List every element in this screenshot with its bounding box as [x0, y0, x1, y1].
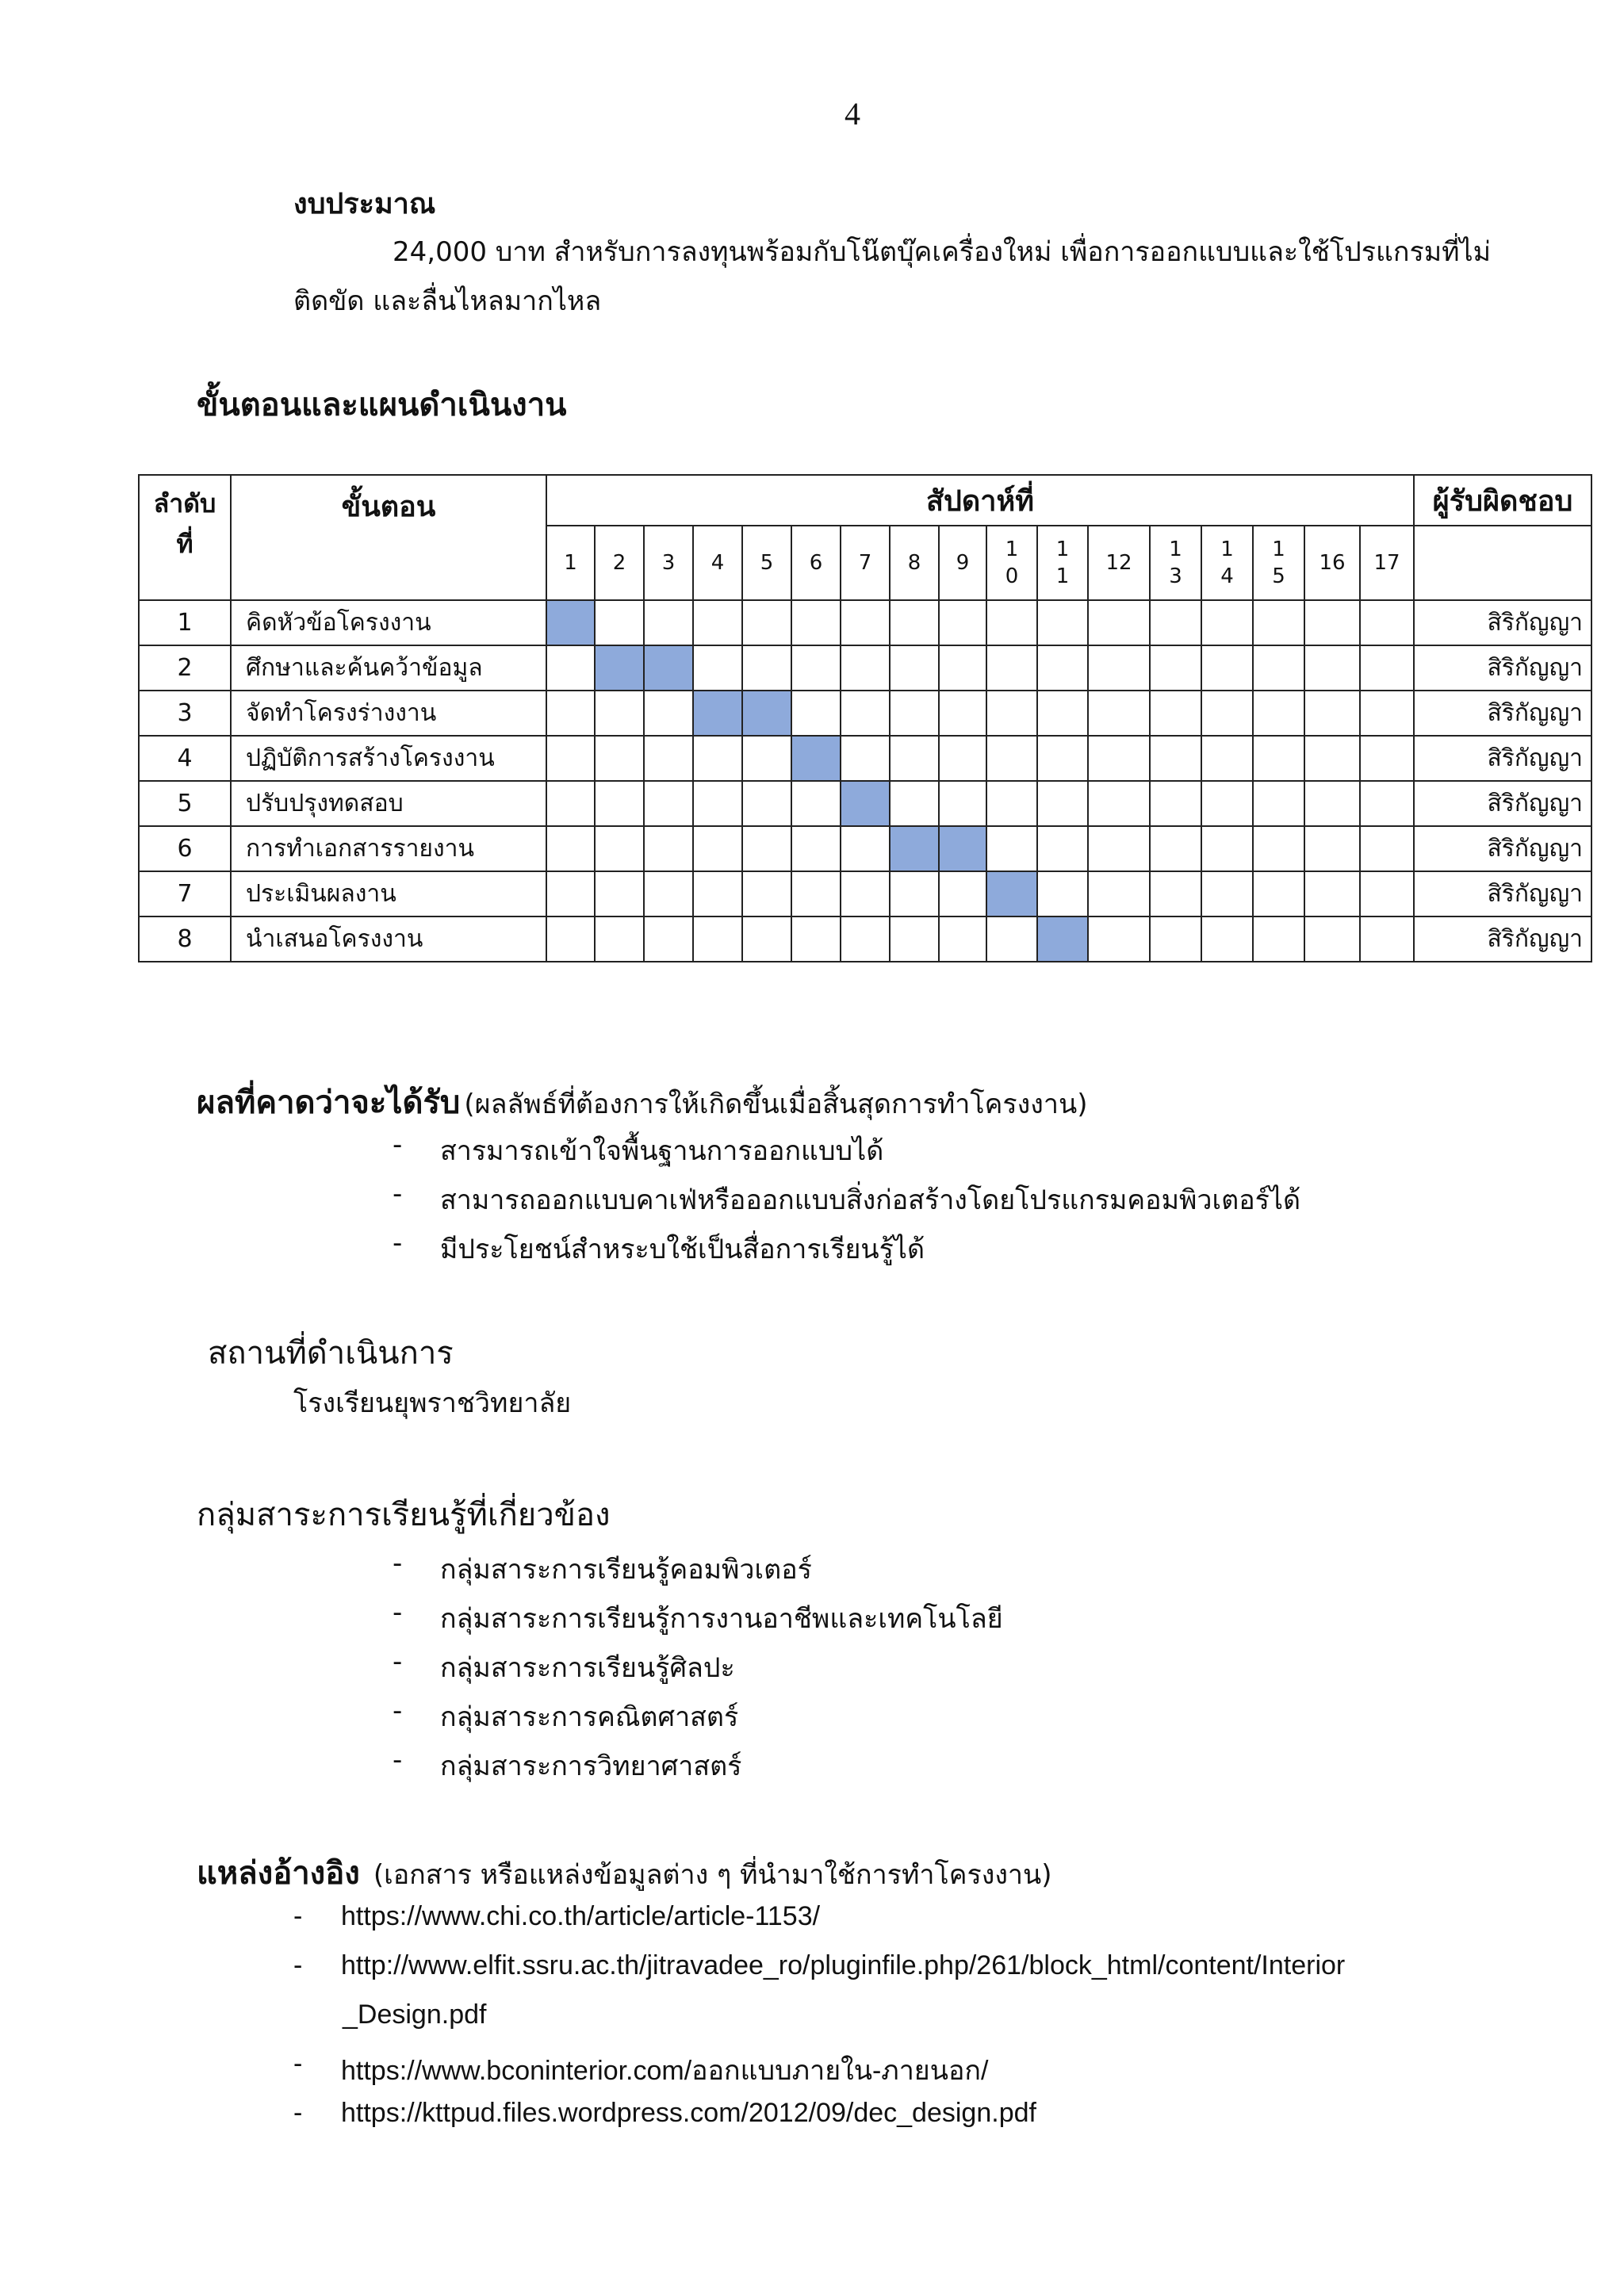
table-row: [139, 691, 1591, 736]
gantt-empty-cell: [742, 736, 791, 781]
gantt-empty-cell: [693, 781, 742, 826]
gantt-empty-cell: [939, 645, 986, 691]
week-number-cell: 17: [1360, 526, 1414, 600]
gantt-empty-cell: [1088, 691, 1150, 736]
table-row: [139, 871, 1591, 916]
gantt-empty-cell: [1253, 691, 1304, 736]
week-number-cell: 1 4: [1201, 526, 1253, 600]
gantt-bar-cell: [841, 781, 890, 826]
gantt-empty-cell: [939, 871, 986, 916]
gantt-empty-cell: [1304, 600, 1360, 645]
gantt-empty-cell: [693, 600, 742, 645]
gantt-empty-cell: [1304, 691, 1360, 736]
gantt-empty-cell: [1201, 736, 1253, 781]
gantt-empty-cell: [1253, 781, 1304, 826]
gantt-empty-cell: [1150, 781, 1201, 826]
gantt-empty-cell: [1201, 916, 1253, 962]
gantt-empty-cell: [595, 781, 644, 826]
gantt-empty-cell: [890, 645, 939, 691]
gantt-empty-cell: [1201, 691, 1253, 736]
gantt-empty-cell: [1150, 826, 1201, 871]
gantt-empty-cell: [742, 645, 791, 691]
gantt-empty-cell: [693, 736, 742, 781]
gantt-empty-cell: [1088, 871, 1150, 916]
gantt-empty-cell: [791, 916, 841, 962]
gantt-empty-cell: [1037, 826, 1088, 871]
task-name: ปรับปรุงทดสอบ: [231, 781, 546, 826]
week-number-cell: 3: [644, 526, 693, 600]
gantt-empty-cell: [644, 736, 693, 781]
gantt-empty-cell: [644, 826, 693, 871]
responsible-name: สิริกัญญา: [1414, 691, 1591, 736]
table-row: [139, 916, 1591, 962]
schedule-table: [138, 474, 1592, 962]
task-name: ปฏิบัติการสร้างโครงงาน: [231, 736, 546, 781]
gantt-empty-cell: [1088, 781, 1150, 826]
gantt-empty-cell: [841, 645, 890, 691]
gantt-empty-cell: [644, 871, 693, 916]
row-number: 3: [139, 691, 231, 736]
gantt-empty-cell: [1304, 781, 1360, 826]
gantt-empty-cell: [1150, 736, 1201, 781]
gantt-empty-cell: [644, 916, 693, 962]
gantt-empty-cell: [1088, 600, 1150, 645]
gantt-empty-cell: [1201, 781, 1253, 826]
gantt-bar-cell: [1037, 916, 1088, 962]
gantt-empty-cell: [791, 871, 841, 916]
row-number: 1: [139, 600, 231, 645]
col-order-line2: ที่: [176, 529, 193, 559]
week-number-cell: 4: [693, 526, 742, 600]
gantt-empty-cell: [791, 645, 841, 691]
week-number-cell: 1: [546, 526, 595, 600]
page-number: 4: [845, 96, 860, 132]
plan-heading: ขั้นตอนและแผนดำเนินงาน: [197, 387, 567, 423]
references-heading: แหล่งอ้างอิง: [197, 1855, 360, 1892]
gantt-empty-cell: [1088, 826, 1150, 871]
gantt-empty-cell: [986, 916, 1037, 962]
gantt-bar-cell: [890, 826, 939, 871]
gantt-empty-cell: [986, 781, 1037, 826]
gantt-empty-cell: [1150, 645, 1201, 691]
gantt-empty-cell: [791, 826, 841, 871]
gantt-empty-cell: [1037, 781, 1088, 826]
gantt-empty-cell: [1150, 600, 1201, 645]
gantt-empty-cell: [986, 826, 1037, 871]
gantt-empty-cell: [1253, 600, 1304, 645]
reference-link-continuation[interactable]: _Design.pdf: [343, 1999, 487, 2030]
gantt-empty-cell: [890, 781, 939, 826]
table-row: [139, 781, 1591, 826]
gantt-empty-cell: [1037, 600, 1088, 645]
gantt-empty-cell: [1150, 691, 1201, 736]
gantt-empty-cell: [841, 916, 890, 962]
responsible-name: สิริกัญญา: [1414, 916, 1591, 962]
references-note: (เอกสาร หรือแหล่งข้อมูลต่าง ๆ ที่นำมาใช้การทำโครงงาน): [373, 1859, 1052, 1891]
gantt-empty-cell: [939, 600, 986, 645]
week-number-cell: 9: [939, 526, 986, 600]
gantt-empty-cell: [1201, 871, 1253, 916]
gantt-empty-cell: [1253, 736, 1304, 781]
gantt-empty-cell: [986, 600, 1037, 645]
gantt-empty-cell: [595, 871, 644, 916]
gantt-empty-cell: [693, 645, 742, 691]
gantt-empty-cell: [939, 916, 986, 962]
gantt-empty-cell: [1304, 645, 1360, 691]
gantt-empty-cell: [644, 691, 693, 736]
gantt-empty-cell: [546, 645, 595, 691]
gantt-empty-cell: [841, 691, 890, 736]
gantt-empty-cell: [986, 645, 1037, 691]
budget-line-1: 24,000 บาท สำหรับการลงทุนพร้อมกับโน๊ตบุ๊คเครื่องใหม่ เพื่อการออกแบบและใช้โปรแกรมที่ไม่: [393, 236, 1492, 268]
gantt-empty-cell: [546, 781, 595, 826]
location-heading: สถานที่ดำเนินการ: [208, 1335, 454, 1372]
gantt-empty-cell: [546, 691, 595, 736]
gantt-empty-cell: [1304, 826, 1360, 871]
gantt-empty-cell: [546, 916, 595, 962]
gantt-empty-cell: [1360, 691, 1414, 736]
gantt-empty-cell: [986, 736, 1037, 781]
gantt-empty-cell: [546, 871, 595, 916]
gantt-empty-cell: [644, 600, 693, 645]
table-row: [139, 645, 1591, 691]
gantt-empty-cell: [1253, 826, 1304, 871]
responsible-name: สิริกัญญา: [1414, 826, 1591, 871]
budget-heading: งบประมาณ: [293, 188, 436, 220]
gantt-empty-cell: [742, 600, 791, 645]
gantt-empty-cell: [693, 826, 742, 871]
task-name: จัดทำโครงร่างงาน: [231, 691, 546, 736]
responsible-name: สิริกัญญา: [1414, 600, 1591, 645]
gantt-empty-cell: [595, 600, 644, 645]
gantt-empty-cell: [693, 916, 742, 962]
gantt-empty-cell: [595, 916, 644, 962]
responsible-name: สิริกัญญา: [1414, 871, 1591, 916]
gantt-empty-cell: [742, 781, 791, 826]
gantt-empty-cell: [1304, 736, 1360, 781]
gantt-empty-cell: [1037, 871, 1088, 916]
week-number-cell: 8: [890, 526, 939, 600]
row-number: 5: [139, 781, 231, 826]
subjects-heading: กลุ่มสาระการเรียนรู้ที่เกี่ยวข้อง: [197, 1497, 611, 1533]
gantt-empty-cell: [841, 600, 890, 645]
task-name: ศึกษาและค้นคว้าข้อมูล: [231, 645, 546, 691]
gantt-empty-cell: [1201, 826, 1253, 871]
week-number-cell: 7: [841, 526, 890, 600]
gantt-empty-cell: [791, 781, 841, 826]
gantt-empty-cell: [939, 691, 986, 736]
gantt-empty-cell: [841, 871, 890, 916]
col-weeks-header: สัปดาห์ที่: [546, 475, 1414, 526]
task-rows: [139, 600, 1591, 962]
gantt-bar-cell: [791, 736, 841, 781]
week-number-cell: 1 1: [1037, 526, 1088, 600]
week-number-cell: 16: [1304, 526, 1360, 600]
gantt-empty-cell: [1150, 916, 1201, 962]
gantt-empty-cell: [1360, 645, 1414, 691]
row-number: 8: [139, 916, 231, 962]
gantt-empty-cell: [791, 691, 841, 736]
gantt-empty-cell: [1304, 871, 1360, 916]
week-number-cell: 1 5: [1253, 526, 1304, 600]
gantt-empty-cell: [1201, 645, 1253, 691]
gantt-empty-cell: [939, 736, 986, 781]
col-order-line1: ลำดับ: [153, 488, 216, 519]
expected-note: (ผลลัพธ์ที่ต้องการให้เกิดขึ้นเมื่อสิ้นสุดการทำโครงงาน): [464, 1089, 1088, 1120]
gantt-empty-cell: [595, 691, 644, 736]
gantt-empty-cell: [595, 826, 644, 871]
week-number-cell: 12: [1088, 526, 1150, 600]
gantt-empty-cell: [546, 826, 595, 871]
gantt-empty-cell: [890, 736, 939, 781]
gantt-empty-cell: [1201, 600, 1253, 645]
row-number: 2: [139, 645, 231, 691]
gantt-empty-cell: [1360, 736, 1414, 781]
gantt-empty-cell: [1304, 916, 1360, 962]
gantt-empty-cell: [1150, 871, 1201, 916]
gantt-empty-cell: [1037, 691, 1088, 736]
gantt-empty-cell: [890, 600, 939, 645]
gantt-empty-cell: [939, 781, 986, 826]
gantt-empty-cell: [1253, 871, 1304, 916]
gantt-empty-cell: [742, 916, 791, 962]
task-name: นำเสนอโครงงาน: [231, 916, 546, 962]
row-number: 4: [139, 736, 231, 781]
gantt-empty-cell: [1037, 645, 1088, 691]
row-number: 6: [139, 826, 231, 871]
responsible-name: สิริกัญญา: [1414, 736, 1591, 781]
week-number-cell: 5: [742, 526, 791, 600]
gantt-empty-cell: [841, 736, 890, 781]
responsible-name: สิริกัญญา: [1414, 781, 1591, 826]
responsible-name: สิริกัญญา: [1414, 645, 1591, 691]
gantt-empty-cell: [1088, 736, 1150, 781]
gantt-empty-cell: [890, 871, 939, 916]
gantt-bar-cell: [742, 691, 791, 736]
gantt-empty-cell: [791, 600, 841, 645]
references-heading-line: [197, 1847, 1052, 1898]
task-name: ประเมินผลงาน: [231, 871, 546, 916]
gantt-empty-cell: [1253, 916, 1304, 962]
week-number-cell: 1 3: [1150, 526, 1201, 600]
gantt-bar-cell: [986, 871, 1037, 916]
task-name: การทำเอกสารรายงาน: [231, 826, 546, 871]
gantt-empty-cell: [890, 916, 939, 962]
task-name: คิดหัวข้อโครงงาน: [231, 600, 546, 645]
gantt-empty-cell: [1360, 781, 1414, 826]
gantt-empty-cell: [1088, 645, 1150, 691]
table-row: [139, 736, 1591, 781]
gantt-empty-cell: [1360, 916, 1414, 962]
gantt-bar-cell: [693, 691, 742, 736]
gantt-bar-cell: [939, 826, 986, 871]
budget-line-2: ติดขัด และลื่นไหลมากไหล: [293, 285, 602, 317]
responsible-subheader: [1414, 526, 1591, 600]
gantt-empty-cell: [595, 736, 644, 781]
col-order-header: [139, 475, 231, 600]
col-responsible-header: ผู้รับผิดชอบ: [1414, 475, 1591, 526]
gantt-empty-cell: [1088, 916, 1150, 962]
gantt-empty-cell: [1360, 600, 1414, 645]
gantt-empty-cell: [1360, 871, 1414, 916]
table-row: [139, 600, 1591, 645]
table-row: [139, 826, 1591, 871]
gantt-empty-cell: [890, 691, 939, 736]
gantt-bar-cell: [546, 600, 595, 645]
gantt-bar-cell: [644, 645, 693, 691]
gantt-empty-cell: [742, 826, 791, 871]
gantt-empty-cell: [986, 691, 1037, 736]
gantt-empty-cell: [693, 871, 742, 916]
gantt-empty-cell: [1037, 736, 1088, 781]
week-number-cell: 2: [595, 526, 644, 600]
week-number-cell: 1 0: [986, 526, 1037, 600]
week-number-cell: 6: [791, 526, 841, 600]
gantt-empty-cell: [841, 826, 890, 871]
gantt-empty-cell: [644, 781, 693, 826]
expected-heading: ผลที่คาดว่าจะได้รับ: [197, 1085, 461, 1121]
gantt-empty-cell: [546, 736, 595, 781]
gantt-empty-cell: [742, 871, 791, 916]
location-value: โรงเรียนยุพราชวิทยาลัย: [293, 1387, 572, 1419]
gantt-empty-cell: [1360, 826, 1414, 871]
row-number: 7: [139, 871, 231, 916]
expected-heading-line: [197, 1077, 1087, 1127]
col-step-header: ขั้นตอน: [231, 475, 546, 600]
gantt-bar-cell: [595, 645, 644, 691]
gantt-empty-cell: [1253, 645, 1304, 691]
